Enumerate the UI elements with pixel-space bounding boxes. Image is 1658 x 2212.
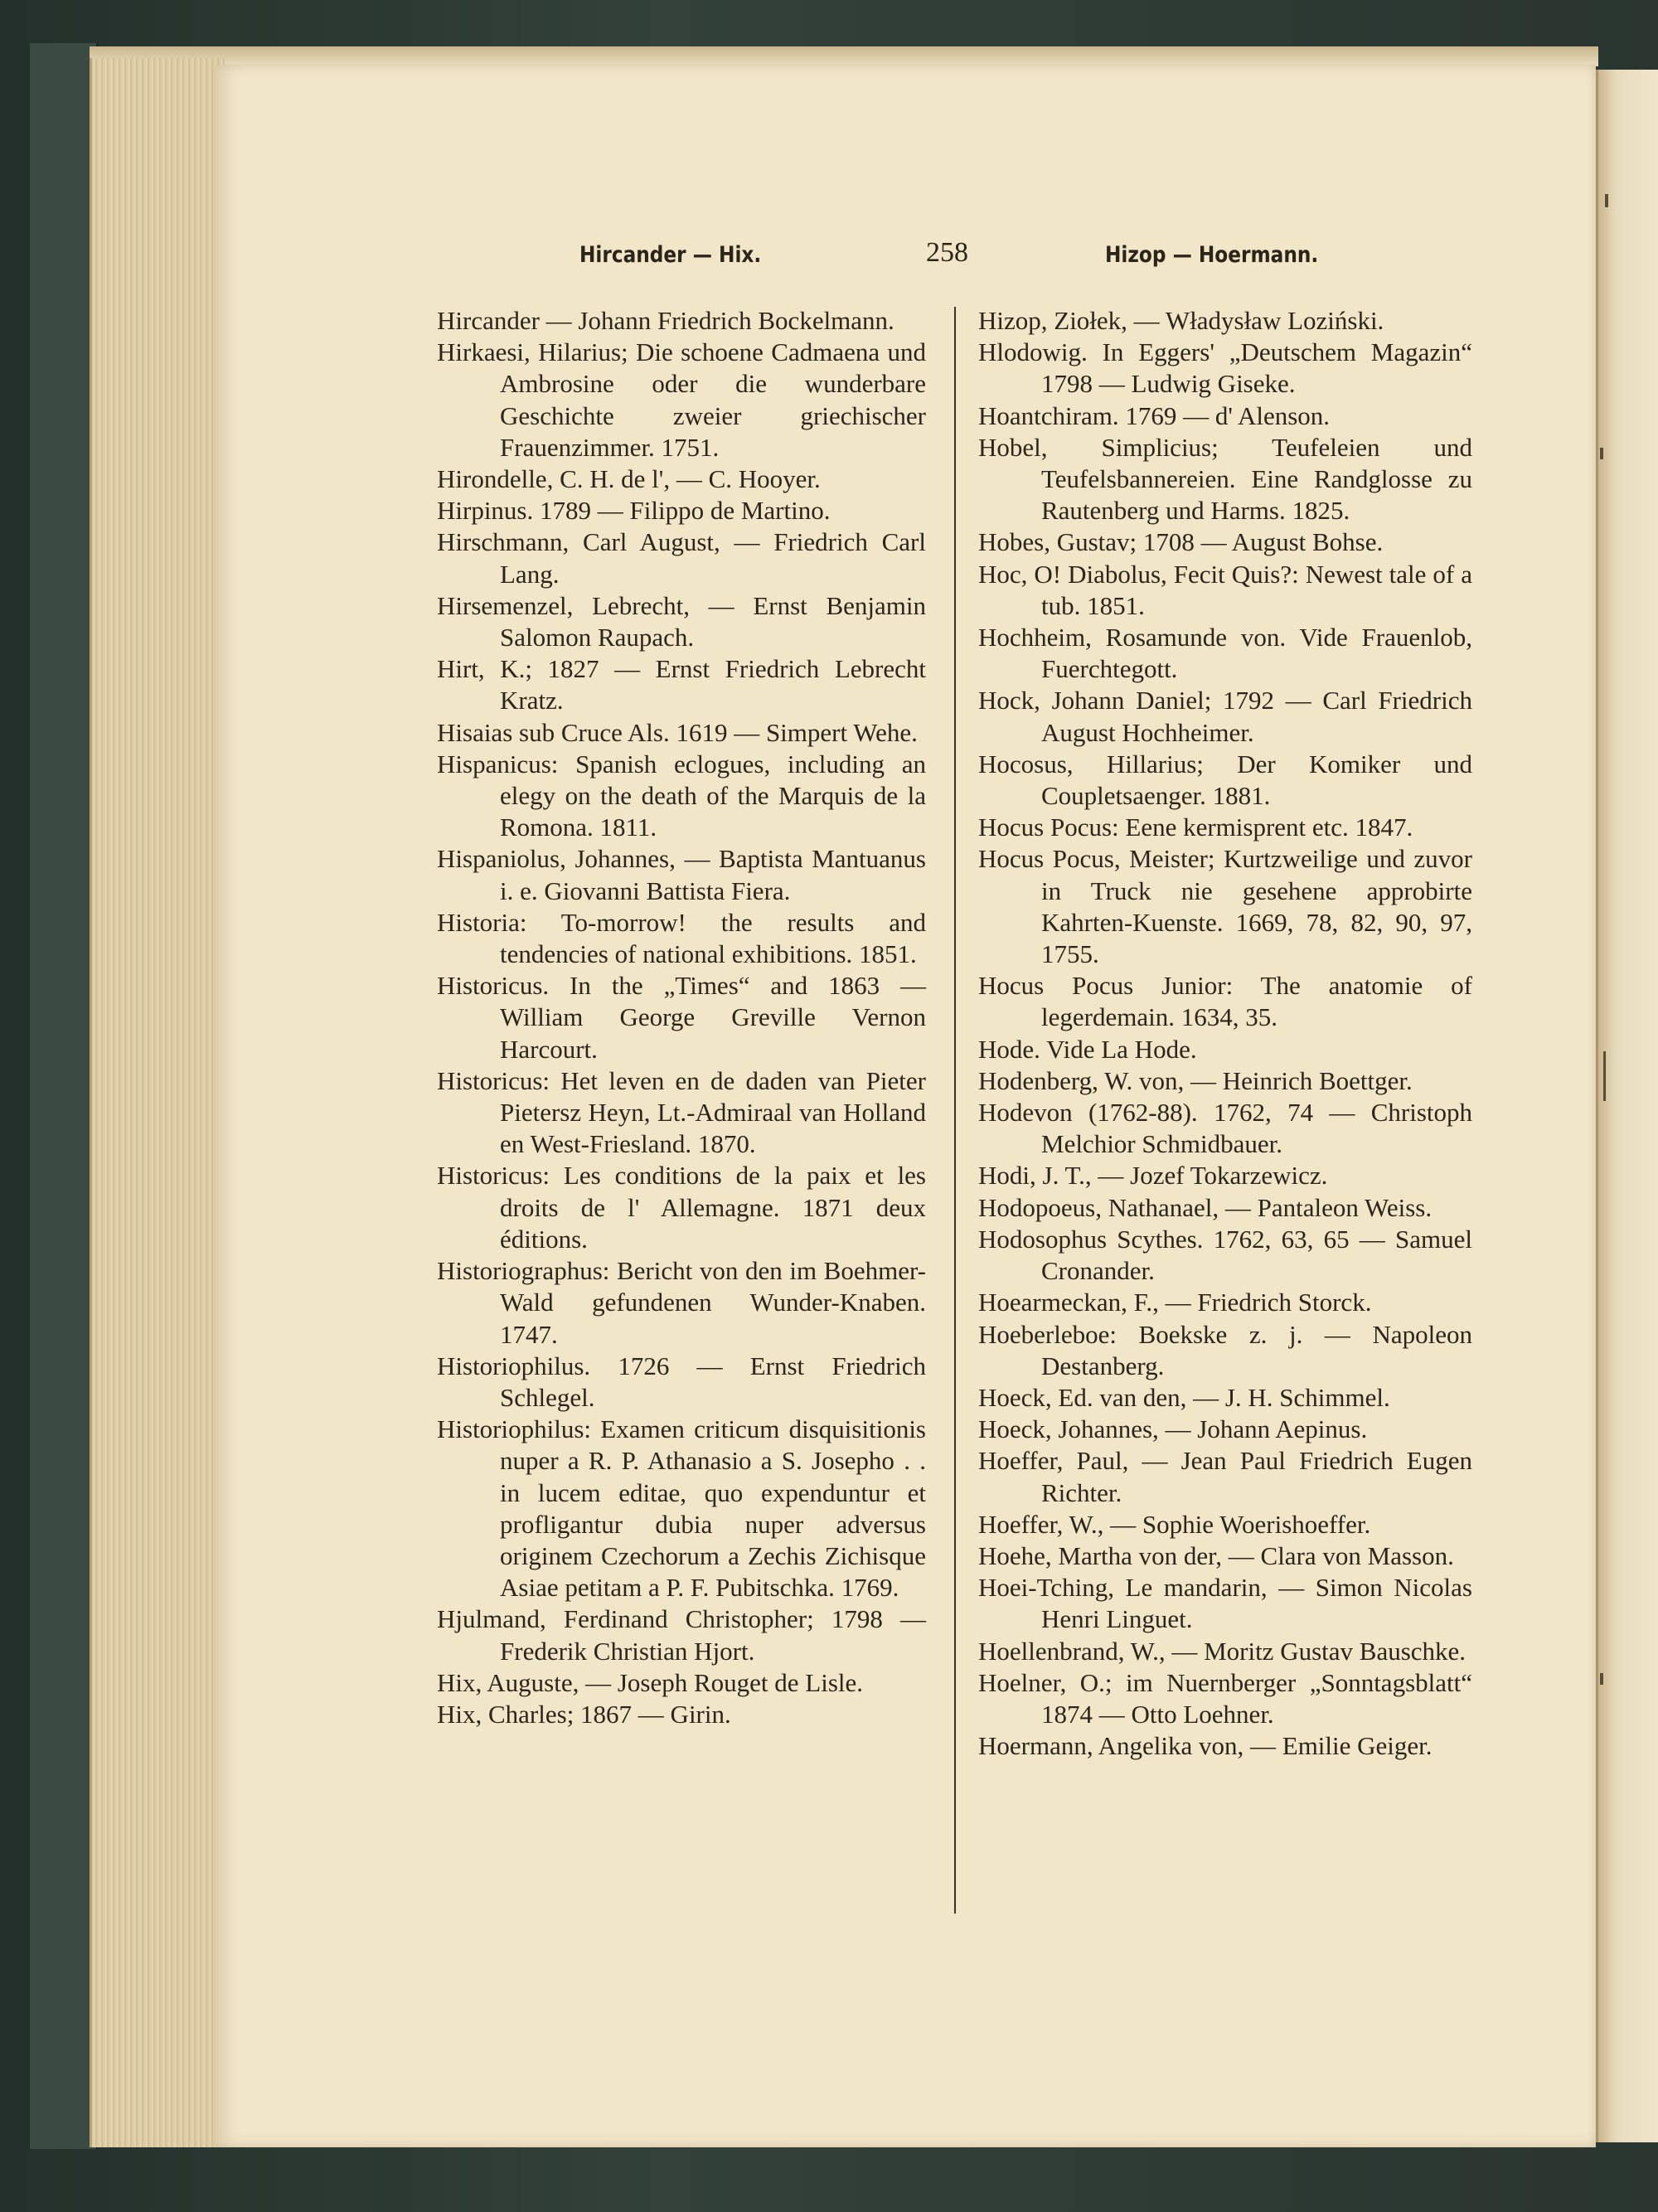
- index-entry: Hodevon (1762-88). 1762, 74 — Christoph Melchior Schmidbauer.: [978, 1098, 1472, 1159]
- index-entry: Hoellenbrand, W., — Moritz Gustav Bauschke.: [978, 1636, 1467, 1666]
- index-entry: Hoeberleboe: Boekske z. j. — Napoleon Destanberg.: [978, 1319, 1472, 1380]
- column-divider: [954, 307, 956, 1914]
- margin-mark: [1603, 1051, 1606, 1101]
- cover-spine-edge: [30, 43, 98, 2149]
- index-entry: Hoearmeckan, F., — Friedrich Storck.: [978, 1288, 1372, 1317]
- index-entry: Hircander — Johann Friedrich Bockelmann.: [437, 306, 894, 335]
- index-entry: Historiographus: Bericht von den im Boehmer-Wald gefundenen Wunder-Knaben. 1747.: [437, 1256, 926, 1349]
- running-head-right: Hizop — Hoermann.: [1105, 242, 1319, 268]
- left-column: [437, 305, 926, 1730]
- index-entry: Hix, Auguste, — Joseph Rouget de Lisle.: [437, 1667, 864, 1697]
- index-entry: Hisaias sub Cruce Als. 1619 — Simpert Wehe.: [437, 717, 918, 747]
- running-head-left: Hircander — Hix.: [579, 242, 762, 268]
- index-entry: Hock, Johann Daniel; 1792 — Carl Friedrich August Hochheimer.: [978, 686, 1472, 747]
- index-entry: Hispanicus: Spanish eclogues, including an elegy on the death of the Marquis de la Romona. 1811.: [437, 749, 926, 842]
- right-column: [978, 305, 1472, 1762]
- index-entry: Hoehe, Martha von der, — Clara von Masson.: [978, 1540, 1454, 1570]
- page-stack-edge: [90, 58, 225, 2147]
- index-entry: Historicus: Les conditions de la paix et les droits de l' Allemagne. 1871 deux éditions.: [437, 1161, 926, 1254]
- index-entry: Hocus Pocus, Meister; Kurtzweilige und zuvor in Truck nie gesehene approbirte Kahrten-Kuenste. 1669, 78, 82, 90, 97, 1755.: [978, 844, 1472, 969]
- index-entry: Hix, Charles; 1867 — Girin.: [437, 1699, 731, 1729]
- page-number: 258: [926, 237, 968, 268]
- margin-mark: [1600, 448, 1603, 459]
- index-entry: Hirkaesi, Hilarius; Die schoene Cadmaena und Ambrosine oder die wunderbare Geschichte zweier griechischer Frauenzimmer. 1751.: [437, 337, 926, 462]
- page-top-edge: [90, 46, 1598, 66]
- index-entry: Hlodowig. In Eggers' „Deutschem Magazin“ 1798 — Ludwig Giseke.: [978, 337, 1472, 399]
- index-entry: Hocosus, Hillarius; Der Komiker und Coupletsaenger. 1881.: [978, 749, 1472, 811]
- margin-mark: [1605, 194, 1608, 207]
- index-entry: Historicus. In the „Times“ and 1863 — William George Greville Vernon Harcourt.: [437, 971, 926, 1064]
- index-entry: Hobes, Gustav; 1708 — August Bohse.: [978, 527, 1384, 557]
- index-entry: Hodopoeus, Nathanael, — Pantaleon Weiss.: [978, 1192, 1433, 1222]
- index-entry: Hirschmann, Carl August, — Friedrich Carl Lang.: [437, 527, 926, 589]
- index-entry: Hoeck, Ed. van den, — J. H. Schimmel.: [978, 1382, 1390, 1412]
- index-entry: Hocus Pocus: Eene kermisprent etc. 1847.: [978, 813, 1413, 842]
- index-entry: Hodi, J. T., — Jozef Tokarzewicz.: [978, 1161, 1328, 1191]
- index-entry: Hoeffer, Paul, — Jean Paul Friedrich Eugen Richter.: [978, 1446, 1472, 1507]
- index-entry: Hochheim, Rosamunde von. Vide Frauenlob, Fuerchtegott.: [978, 623, 1472, 684]
- index-entry: Hjulmand, Ferdinand Christopher; 1798 — Frederik Christian Hjort.: [437, 1604, 926, 1666]
- index-entry: Hoeck, Johannes, — Johann Aepinus.: [978, 1414, 1368, 1444]
- index-entry: Historicus: Het leven en de daden van Pieter Pietersz Heyn, Lt.-Admiraal van Holland en West-Friesland. 1870.: [437, 1065, 926, 1159]
- index-entry: Hoc, O! Diabolus, Fecit Quis?: Newest tale of a tub. 1851.: [978, 559, 1472, 620]
- index-entry: Hirondelle, C. H. de l', — C. Hooyer.: [437, 464, 821, 494]
- index-entry: Historiophilus: Examen criticum disquisitionis nuper a R. P. Athanasio a S. Josepho . . in lucem editae, quo expenduntur et profligantur dubia nuper adversus originem Czechorum a Zechis Zichisque Asiae petitam a P. F. Pubitschka. 1769.: [437, 1414, 926, 1603]
- index-entry: Hobel, Simplicius; Teufeleien und Teufelsbannereien. Eine Randglosse zu Rautenberg und Harms. 1825.: [978, 432, 1472, 526]
- next-page-edge: [1596, 70, 1658, 2142]
- index-entry: Hodosophus Scythes. 1762, 63, 65 — Samuel Cronander.: [978, 1224, 1472, 1286]
- index-entry: Hoantchiram. 1769 — d' Alenson.: [978, 400, 1331, 430]
- index-entry: Hizop, Ziołek, — Władysław Loziński.: [978, 306, 1384, 335]
- index-entry: Hodenberg, W. von, — Heinrich Boettger.: [978, 1065, 1413, 1095]
- index-entry: Hode. Vide La Hode.: [978, 1034, 1197, 1064]
- index-entry: Hispaniolus, Johannes, — Baptista Mantuanus i. e. Giovanni Battista Fiera.: [437, 844, 926, 905]
- index-entry: Hirsemenzel, Lebrecht, — Ernst Benjamin Salomon Raupach.: [437, 590, 926, 652]
- index-entry: Historia: To-morrow! the results and tendencies of national exhibitions. 1851.: [437, 907, 926, 969]
- index-entry: Hocus Pocus Junior: The anatomie of legerdemain. 1634, 35.: [978, 971, 1472, 1032]
- margin-mark: [1600, 1673, 1603, 1685]
- index-entry: Hirt, K.; 1827 — Ernst Friedrich Lebrecht Kratz.: [437, 654, 926, 716]
- index-entry: Historiophilus. 1726 — Ernst Friedrich Schlegel.: [437, 1351, 926, 1412]
- index-entry: Hoermann, Angelika von, — Emilie Geiger.: [978, 1731, 1433, 1761]
- index-entry: Hoelner, O.; im Nuernberger „Sonntagsblatt“ 1874 — Otto Loehner.: [978, 1667, 1472, 1729]
- index-entry: Hirpinus. 1789 — Filippo de Martino.: [437, 496, 831, 526]
- index-entry: Hoei-Tching, Le mandarin, — Simon Nicolas Henri Linguet.: [978, 1573, 1472, 1634]
- index-entry: Hoeffer, W., — Sophie Woerishoeffer.: [978, 1509, 1371, 1539]
